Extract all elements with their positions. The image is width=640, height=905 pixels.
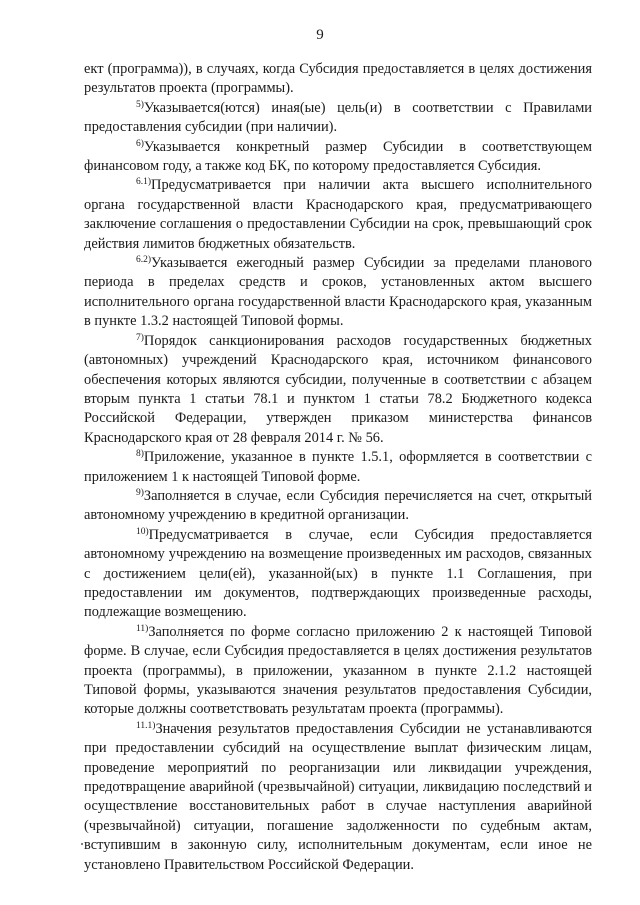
footnote-11-1: [84, 720, 592, 875]
footnote-6: [84, 138, 592, 177]
footnote-mark: 10): [136, 526, 149, 537]
footnote-text: Порядок санкционирования расходов государственных бюджетных (автономных) учреждений Краснодарского края, источником финансового обеспечения которых являются субсидии, полученные в соответствии с абзацем вторым пункта 1 статьи 78.1 и пунктом 1 статьи 78.2 Бюджетного кодекса Российской Федерации, утвержден приказом министерства финансов Краснодарского края от 28 февраля 2014 г. № 56.: [84, 332, 592, 446]
footnote-mark: 7): [136, 332, 144, 343]
footnote-6-1: [84, 176, 592, 254]
footnotes-block: [84, 60, 592, 875]
footnote-5: [84, 99, 592, 138]
footnote-continuation: [84, 60, 592, 99]
footnote-text: ект (программа)), в случаях, когда Субсидия предоставляется в целях достижения результатов проекта (программы).: [84, 61, 592, 97]
footnote-10: [84, 526, 592, 623]
footnote-mark: 9): [136, 487, 144, 498]
footnote-11: [84, 623, 592, 720]
footnote-8: [84, 448, 592, 487]
footnote-7: [84, 332, 592, 448]
footnote-mark: 11.1): [136, 720, 156, 731]
footnote-6-2: [84, 254, 592, 332]
footnote-text: Значения результатов предоставления Субсидии не устанавливаются при предоставлении субсидий на осуществление выплат физическим лицам, проведение мероприятий по реорганизации или ликвидации учреждения, предотвращение аварийной (чрезвычайной) ситуации, ликвидацию последствий и осуществление восстановительных работ в случае наступления аварийной (чрезвычайной) ситуации, погашение задолженности по судебным актам, вступившим в законную силу, исполнительным документам, если иное не установлено Правительством Российской Федерации.: [84, 720, 592, 873]
footnote-text: Предусматривается в случае, если Субсидия предоставляется автономному учреждению на возмещение произведенных им расходов, связанных с достижением цели(ей), указанной(ых) в пункте 1.1 Соглашения, при предоставлении им документов, подтверждающих произведенные расходы, подлежащие возмещению.: [84, 526, 592, 621]
footnote-mark: 6.1): [136, 177, 152, 188]
footnote-mark: 6): [136, 138, 144, 149]
footnote-9: [84, 487, 592, 526]
footnote-mark: 5): [136, 99, 144, 110]
footnote-text: Заполняется в случае, если Субсидия перечисляется на счет, открытый автономному учреждению в кредитной организации.: [84, 487, 592, 524]
footnote-text: Указывается ежегодный размер Субсидии за пределами планового периода в пределах средств и сроков, установленных актом высшего исполнительного органа государственной власти Краснодарского края, указанным в пункте 1.3.2 настоящей Типовой формы.: [84, 255, 592, 330]
footnote-text: Указывается(ются) иная(ые) цель(и) в соответствии с Правилами предоставления субсидии (при наличии).: [84, 99, 592, 136]
footnote-mark: 8): [136, 449, 144, 460]
footnote-mark: 6.2): [136, 255, 152, 266]
footnote-mark: 11): [136, 623, 149, 634]
page-number: 9: [316, 27, 324, 43]
scan-speck: [81, 843, 83, 845]
footnote-text: Приложение, указанное в пункте 1.5.1, оформляется в соответствии с приложением 1 к настоящей Типовой форме.: [84, 449, 592, 485]
footnote-text: Предусматривается при наличии акта высшего исполнительного органа государственной власти Краснодарского края, предусматривающего заключение соглашения о предоставлении Субсидии на срок, превышающий срок действия лимитов бюджетных обязательств.: [84, 177, 592, 252]
footnote-text: Указывается конкретный размер Субсидии в соответствующем финансовом году, а также код БК, по которому предоставляется Субсидия.: [84, 138, 592, 175]
footnote-text: Заполняется по форме согласно приложению 2 к настоящей Типовой форме. В случае, если Субсидия предоставляется в целях достижения результатов проекта (программы), в приложении, указанном в пункте 2.1.2 настоящей Типовой формы, указываются значения результатов предоставления Субсидии, которые должны соответствовать результатам проекта (программы).: [84, 623, 592, 718]
